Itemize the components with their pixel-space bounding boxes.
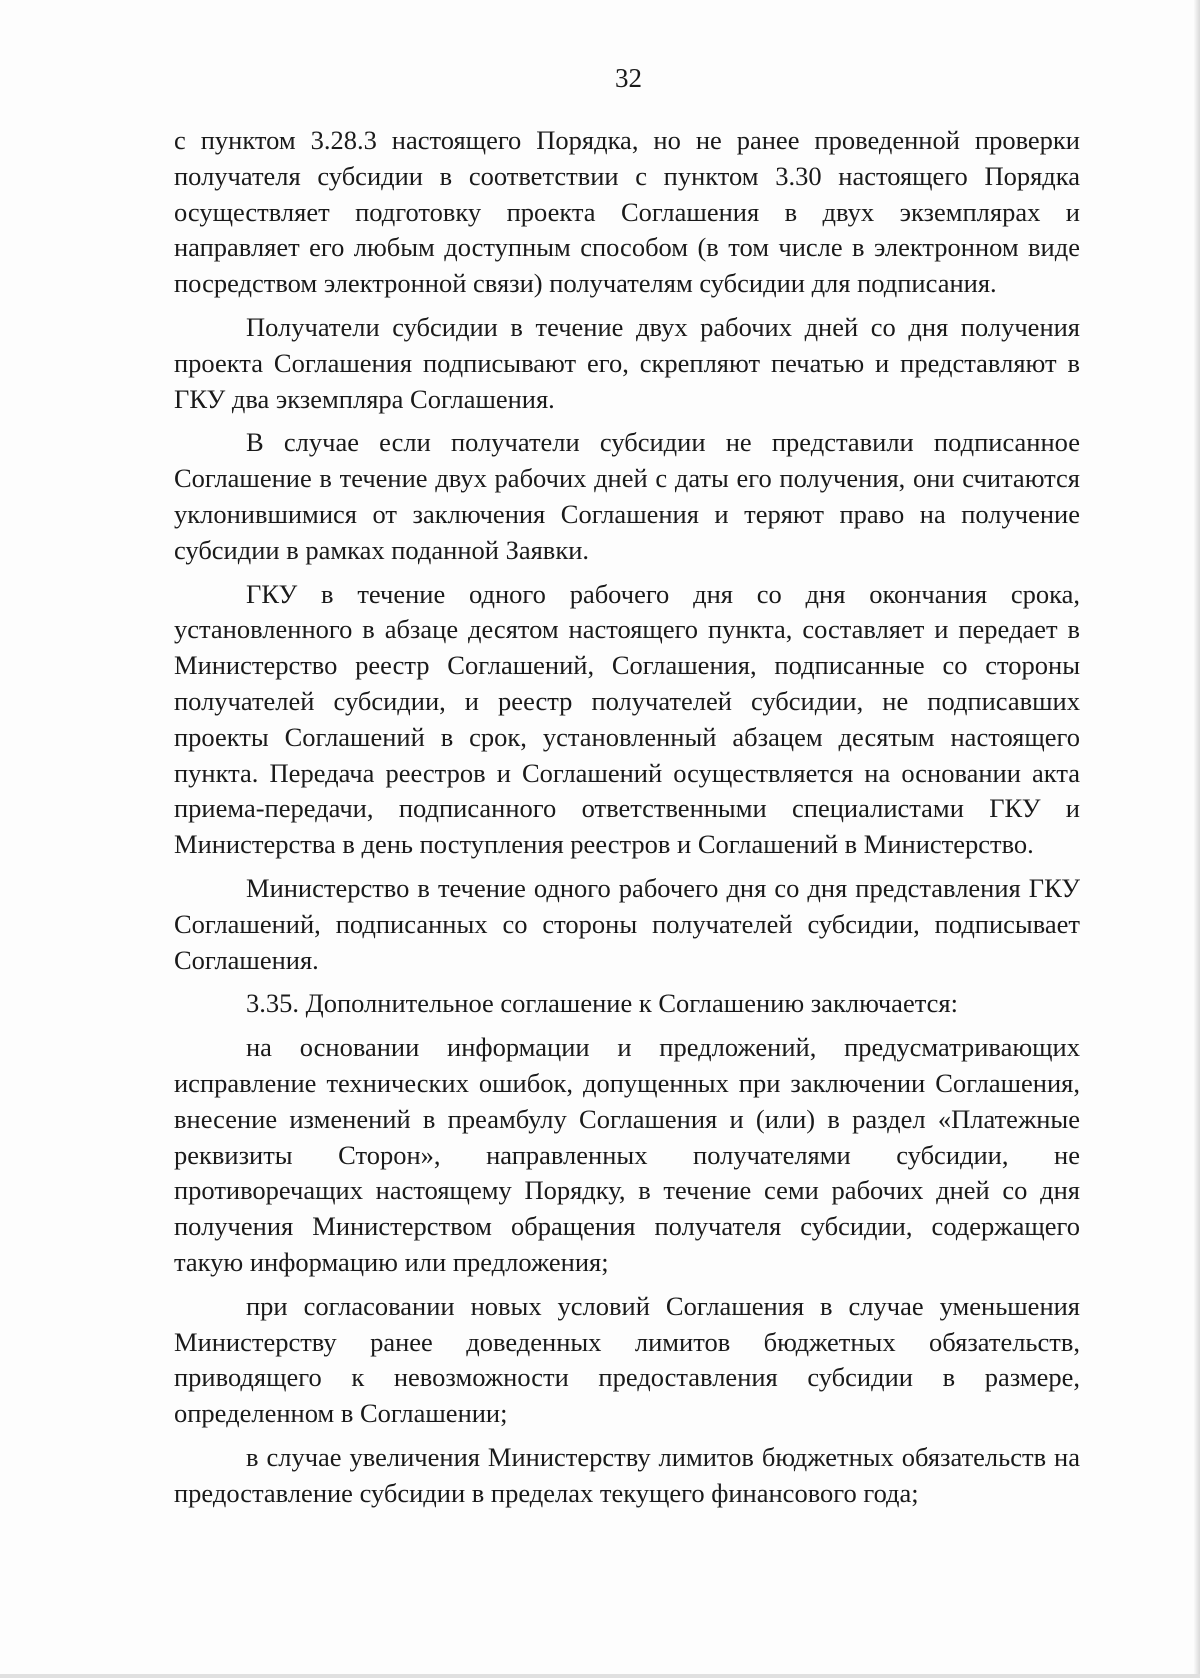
paragraph-6: 3.35. Дополнительное соглашение к Соглашению заключается: [246,988,958,1019]
paragraph-1: с пунктом 3.28.3 настоящего Порядка, но не ранее проведенной проверки получателя субсидии в соответствии с пунктом 3.30 настоящего Порядка осуществляет подготовку проекта Соглашения в двух экземплярах и направляет его любым доступным способом (в том числе в электронном виде посредством электронной связи) получателям субсидии для подписания. [174,125,1080,299]
scan-edge-bottom [0,1674,1200,1678]
scan-edge-right [1194,0,1200,1678]
document-body [174,123,1080,1511]
paragraph-8: при согласовании новых условий Соглашения в случае уменьшения Министерству ранее доведенных лимитов бюджетных обязательств, приводящего к невозможности предоставления субсидии в размере, определенном в Соглашении; [174,1290,1080,1429]
paragraph-4: ГКУ в течение одного рабочего дня со дня окончания срока, установленного в абзаце десятом настоящего пункта, составляет и передает в Министерство реестр Соглашений, Соглашения, подписанные со стороны получателей субсидии, и реестр получателей субсидии, не подписавших проекты Соглашений в срок, установленный абзацем десятым настоящего пункта. Передача реестров и Соглашений осуществляется на основании акта приема-передачи, подписанного ответственными специалистами ГКУ и Министерства в день поступления реестров и Соглашений в Министерство. [174,578,1080,860]
paragraph-3: В случае если получатели субсидии не представили подписанное Соглашение в течение двух рабочих дней с даты его получения, они считаются уклонившимися от заключения Соглашения и теряют право на получение субсидии в рамках поданной Заявки. [174,427,1080,565]
page-number: 32 [615,63,642,93]
paragraph-9: в случае увеличения Министерству лимитов бюджетных обязательств на предоставление субсидии в пределах текущего финансового года; [174,1441,1080,1508]
paragraph-7: на основании информации и предложений, предусматривающих исправление технических ошибок, допущенных при заключении Соглашения, внесение изменений в преамбулу Соглашения и (или) в раздел «Платежные реквизиты Сторон», направленных получателями субсидии, не противоречащих настоящему Порядку, в течение семи рабочих дней со дня получения Министерством обращения получателя субсидии, содержащего такую информацию или предложения; [174,1032,1080,1277]
paragraph-2: Получатели субсидии в течение двух рабочих дней со дня получения проекта Соглашения подписывают его, скрепляют печатью и представляют в ГКУ два экземпляра Соглашения. [174,311,1080,414]
paragraph-5: Министерство в течение одного рабочего дня со дня представления ГКУ Соглашений, подписанных со стороны получателей субсидии, подписывает Соглашения. [174,872,1080,975]
